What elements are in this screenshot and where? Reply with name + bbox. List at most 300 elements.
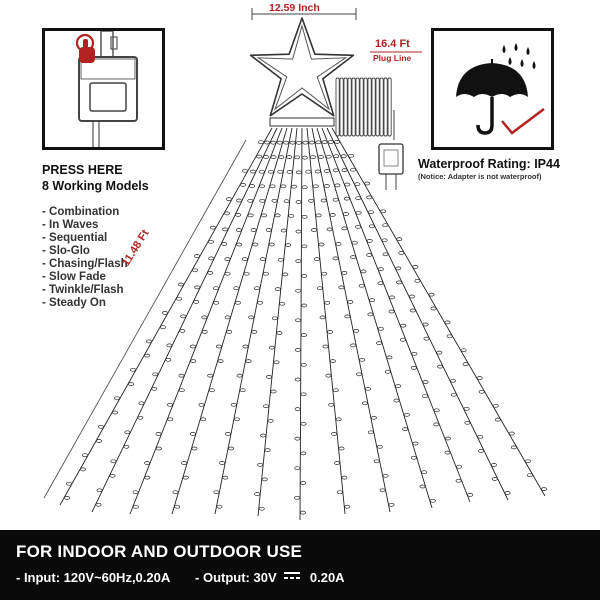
led-bulb [397, 281, 402, 284]
string-length-label: 11.48 Ft [120, 227, 152, 269]
led-bulb [333, 257, 338, 260]
led-bulb [258, 463, 263, 466]
led-bulb [315, 170, 320, 173]
led-bulb [292, 185, 297, 188]
led-bulb [124, 445, 129, 448]
led-bulb [253, 243, 258, 246]
led-bulb [301, 393, 306, 396]
led-bulb [202, 316, 207, 319]
led-bulb [322, 141, 327, 144]
led-bulb [493, 404, 498, 407]
led-bulb [210, 226, 215, 229]
led-bulb [202, 330, 207, 333]
led-bulb [214, 491, 219, 494]
led-bulb [178, 283, 183, 286]
star-width-label: 12.59 Inch [269, 2, 320, 14]
led-bulb [334, 140, 339, 143]
led-bulb [175, 505, 180, 508]
led-bulb [445, 437, 450, 440]
led-bulb [345, 505, 350, 508]
led-bulb [284, 200, 289, 203]
led-bulb [179, 374, 184, 377]
led-bulb [343, 213, 348, 216]
led-bulb [252, 330, 257, 333]
led-bulb [246, 360, 251, 363]
led-bulb [190, 345, 195, 348]
led-bulb [66, 482, 71, 485]
led-bulb [192, 269, 197, 272]
led-bulb [251, 170, 256, 173]
light-string [332, 128, 545, 496]
led-bulb [389, 310, 394, 313]
led-bulb [479, 390, 484, 393]
led-bulb [295, 467, 300, 470]
led-bulb [195, 286, 200, 289]
waterproof-note: (Notice: Adapter is not waterproof) [418, 172, 542, 181]
led-bulb [316, 141, 321, 144]
led-bulb [133, 491, 138, 494]
mode-list [42, 206, 128, 310]
output-current: 0.20A [309, 570, 345, 585]
led-bulb [456, 479, 461, 482]
led-bulb [283, 273, 288, 276]
star-base-ring [270, 118, 334, 126]
led-bulb [310, 156, 315, 159]
led-bulb [383, 224, 388, 227]
led-bulb [295, 496, 300, 499]
led-bulb [277, 141, 282, 144]
led-bulb [378, 282, 383, 285]
led-bulb [110, 474, 115, 477]
led-bulb [263, 156, 268, 159]
led-bulb [396, 385, 401, 388]
led-bulb [96, 440, 101, 443]
led-bulb [251, 229, 256, 232]
led-bulb [96, 503, 101, 506]
led-bulb [263, 272, 268, 275]
mode-item: - Twinkle/Flash [42, 284, 124, 296]
led-bulb [397, 238, 402, 241]
led-bulb [281, 185, 286, 188]
led-bulb [259, 170, 264, 173]
cable-coil [344, 78, 347, 136]
led-bulb [323, 345, 328, 348]
led-bulb [314, 258, 319, 261]
led-bulb [365, 387, 370, 390]
led-bulb [378, 327, 383, 330]
led-bulb [327, 228, 332, 231]
led-bulb [263, 405, 268, 408]
led-bulb [275, 288, 280, 291]
press-here-text: PRESS HERE [42, 163, 123, 177]
led-bulb [445, 451, 450, 454]
plug-line-length-label: 16.4 Ft [375, 38, 410, 50]
led-bulb [387, 356, 392, 359]
led-bulb [214, 301, 219, 304]
led-bulb [278, 258, 283, 261]
led-bulb [97, 489, 102, 492]
led-bulb [367, 196, 372, 199]
mode-item: - Combination [42, 206, 120, 218]
led-bulb [248, 214, 253, 217]
led-bulb [359, 284, 364, 287]
led-bulb [286, 244, 291, 247]
led-bulb [342, 227, 347, 230]
led-bulb [191, 360, 196, 363]
led-bulb [240, 183, 245, 186]
led-bulb [258, 141, 263, 144]
light-string [317, 128, 432, 508]
led-bulb [260, 258, 265, 261]
led-bulb [404, 413, 409, 416]
led-bulb [130, 368, 135, 371]
led-bulb [250, 185, 255, 188]
led-bulb [301, 452, 306, 455]
led-bulb [328, 330, 333, 333]
output-spec: - Output: 30V [195, 570, 277, 585]
led-bulb [400, 338, 405, 341]
led-bulb [256, 155, 261, 158]
led-bulb [278, 170, 283, 173]
led-bulb [296, 230, 301, 233]
led-bulb [236, 229, 241, 232]
led-bulb [259, 507, 264, 510]
led-bulb [525, 460, 530, 463]
led-bulb [194, 255, 199, 258]
led-bulb [342, 271, 347, 274]
led-bulb [368, 211, 373, 214]
led-bulb [244, 272, 249, 275]
led-bulb [325, 301, 330, 304]
led-bulb [468, 493, 473, 496]
led-bulb [201, 418, 206, 421]
led-bulb [168, 418, 173, 421]
led-bulb [182, 462, 187, 465]
led-bulb [227, 330, 232, 333]
cable-coil [364, 78, 367, 136]
led-bulb [320, 316, 325, 319]
led-bulb [224, 212, 229, 215]
cable-coil [356, 78, 359, 136]
led-bulb [301, 334, 306, 337]
led-bulb [225, 258, 230, 261]
led-bulb [382, 239, 387, 242]
led-bulb [302, 215, 307, 218]
led-bulb [423, 381, 428, 384]
led-bulb [319, 243, 324, 246]
plug-line-label: Plug Line [373, 53, 412, 63]
led-bulb [133, 505, 138, 508]
led-bulb [367, 239, 372, 242]
led-bulb [272, 199, 277, 202]
mode-item: - Slow Fade [42, 271, 106, 283]
led-bulb [351, 168, 356, 171]
led-bulb [381, 210, 386, 213]
led-bulb [434, 409, 439, 412]
led-bulb [266, 229, 271, 232]
led-bulb [423, 323, 428, 326]
led-bulb [409, 295, 414, 298]
led-bulb [255, 493, 260, 496]
led-bulb [411, 456, 416, 459]
led-bulb [365, 182, 370, 185]
led-bulb [295, 408, 300, 411]
led-bulb [145, 462, 150, 465]
led-bulb [511, 446, 516, 449]
led-bulb [242, 258, 247, 261]
led-bulb [190, 432, 195, 435]
led-bulb [464, 407, 469, 410]
led-bulb [271, 390, 276, 393]
led-bulb [422, 471, 427, 474]
led-bulb [399, 252, 404, 255]
led-bulb [281, 229, 286, 232]
led-bulb [434, 423, 439, 426]
led-bulb [389, 503, 394, 506]
led-bulb [345, 315, 350, 318]
led-bulb [423, 395, 428, 398]
led-bulb [345, 183, 350, 186]
led-bulb [322, 272, 327, 275]
led-bulb [541, 488, 546, 491]
led-bulb [336, 242, 341, 245]
led-bulb [383, 253, 388, 256]
led-bulb [330, 360, 335, 363]
led-bulb [333, 389, 338, 392]
led-bulb [289, 214, 294, 217]
led-bulb [342, 169, 347, 172]
led-bulb [146, 340, 151, 343]
led-bulb [415, 279, 420, 282]
led-bulb [377, 445, 382, 448]
led-bulb [300, 511, 305, 514]
led-bulb [167, 344, 172, 347]
led-bulb [360, 358, 365, 361]
led-bulb [280, 302, 285, 305]
led-bulb [495, 418, 500, 421]
led-bulb [64, 496, 69, 499]
led-bulb [302, 304, 307, 307]
led-bulb [296, 201, 301, 204]
led-bulb [301, 482, 306, 485]
led-bulb [339, 447, 344, 450]
led-bulb [348, 300, 353, 303]
led-bulb [431, 307, 436, 310]
led-bulb [279, 156, 284, 159]
press-here-label [42, 162, 149, 194]
led-bulb [450, 379, 455, 382]
led-bulb [332, 432, 337, 435]
led-bulb [362, 402, 367, 405]
led-bulb [447, 335, 452, 338]
led-bulb [313, 185, 318, 188]
led-bulb [235, 301, 240, 304]
press-hand-icon [71, 33, 111, 73]
led-bulb [491, 463, 496, 466]
led-bulb [98, 425, 103, 428]
mode-item: - Sequential [42, 232, 108, 244]
led-bulb [505, 492, 510, 495]
led-bulb [145, 476, 150, 479]
led-bulb [456, 465, 461, 468]
led-bulb [330, 213, 335, 216]
led-bulb [445, 321, 450, 324]
led-bulb [451, 393, 456, 396]
cable-coil [368, 78, 371, 136]
led-bulb [463, 363, 468, 366]
cable-coil [380, 78, 383, 136]
led-bulb [271, 141, 276, 144]
led-bulb [80, 468, 85, 471]
led-bulb [176, 297, 181, 300]
led-bulb [223, 476, 228, 479]
led-bulb [153, 373, 158, 376]
led-bulb [139, 402, 144, 405]
mode-item: - Chasing/Flash [42, 258, 128, 270]
led-bulb [321, 199, 326, 202]
led-bulb [302, 156, 307, 159]
led-bulb [220, 462, 225, 465]
led-bulb [356, 225, 361, 228]
led-bulb [318, 156, 323, 159]
led-bulb [274, 361, 279, 364]
led-bulb [336, 418, 341, 421]
led-bulb [394, 399, 399, 402]
led-bulb [269, 346, 274, 349]
led-bulb [296, 171, 301, 174]
led-bulb [377, 342, 382, 345]
led-bulb [326, 155, 331, 158]
led-bulb [296, 289, 301, 292]
led-bulb [477, 377, 482, 380]
cable-coil [340, 78, 343, 136]
led-bulb [261, 214, 266, 217]
led-bulb [240, 389, 245, 392]
cable-coil [372, 78, 375, 136]
waterproof-panel [431, 28, 554, 150]
led-bulb [208, 240, 213, 243]
led-bulb [396, 267, 401, 270]
led-bulb [260, 199, 265, 202]
led-bulb [213, 287, 218, 290]
led-bulb [334, 462, 339, 465]
led-bulb [342, 476, 347, 479]
cable-coil [348, 78, 351, 136]
led-bulb [236, 213, 241, 216]
led-bulb [234, 287, 239, 290]
led-bulb [349, 154, 354, 157]
cable-coil [336, 78, 339, 136]
led-bulb [231, 403, 236, 406]
led-bulb [295, 437, 300, 440]
led-bulb [287, 170, 292, 173]
led-bulb [361, 270, 366, 273]
led-bulb [144, 354, 149, 357]
led-bulb [268, 419, 273, 422]
led-bulb [367, 254, 372, 257]
led-bulb [412, 352, 417, 355]
led-bulb [302, 274, 307, 277]
led-bulb [261, 434, 266, 437]
led-bulb [262, 478, 267, 481]
led-bulb [317, 287, 322, 290]
footer-specs [16, 570, 345, 585]
led-bulb [479, 449, 484, 452]
led-bulb [424, 337, 429, 340]
led-bulb [326, 374, 331, 377]
mode-item: - Steady On [42, 297, 106, 309]
led-bulb [181, 315, 186, 318]
led-bulb [270, 185, 275, 188]
led-bulb [341, 155, 346, 158]
led-bulb [309, 141, 314, 144]
check-mark-icon [498, 107, 548, 137]
led-bulb [509, 432, 514, 435]
led-bulb [333, 198, 338, 201]
led-bulb [275, 214, 280, 217]
led-bulb [344, 197, 349, 200]
led-bulb [266, 375, 271, 378]
led-bulb [356, 211, 361, 214]
led-bulb [429, 293, 434, 296]
led-bulb [303, 141, 308, 144]
led-bulb [465, 421, 470, 424]
led-bulb [243, 345, 248, 348]
led-bulb [403, 428, 408, 431]
light-string [300, 128, 302, 520]
led-bulb [226, 198, 231, 201]
footer-title: FOR INDOOR AND OUTDOOR USE [16, 542, 303, 561]
led-bulb [265, 449, 270, 452]
led-bulb [183, 476, 188, 479]
led-bulb [378, 268, 383, 271]
light-string [312, 128, 390, 512]
led-bulb [420, 485, 425, 488]
led-bulb [527, 474, 532, 477]
cable-coil [376, 78, 379, 136]
led-bulb [162, 311, 167, 314]
led-bulb [199, 403, 204, 406]
led-bulb [301, 363, 306, 366]
led-bulb [156, 447, 161, 450]
led-bulb [229, 447, 234, 450]
led-bulb [311, 229, 316, 232]
led-bulb [111, 460, 116, 463]
led-bulb [351, 344, 356, 347]
led-bulb [461, 349, 466, 352]
led-bulb [430, 499, 435, 502]
waterproof-rating: Waterproof Rating: IP44 [418, 157, 560, 171]
led-bulb [356, 373, 361, 376]
led-bulb [352, 241, 357, 244]
led-bulb [192, 447, 197, 450]
led-bulb [237, 199, 242, 202]
led-bulb [268, 170, 273, 173]
led-bulb [271, 156, 276, 159]
cable-coil [352, 78, 355, 136]
led-bulb [370, 299, 375, 302]
led-bulb [301, 422, 306, 425]
mode-item: - In Waves [42, 219, 99, 231]
led-bulb [328, 141, 333, 144]
led-bulb [333, 169, 338, 172]
led-bulb [368, 431, 373, 434]
led-bulb [222, 242, 227, 245]
led-bulb [194, 300, 199, 303]
controller-panel [42, 28, 165, 150]
inline-controller [379, 144, 403, 174]
led-bulb [216, 345, 221, 348]
